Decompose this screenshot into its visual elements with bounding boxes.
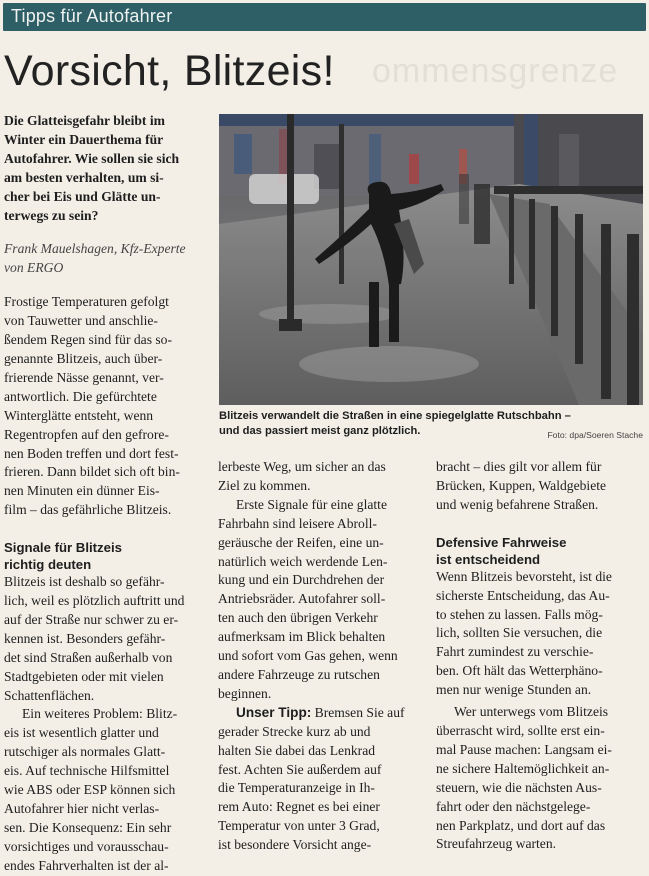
tip-paragraph (218, 704, 426, 855)
text-line: mal Pause machen: Langsam ei- (436, 741, 612, 757)
body-paragraph (218, 458, 426, 496)
text-line: wie ABS oder ESP können sich (4, 782, 176, 798)
text-line: Wer unterwegs vom Blitzeis (454, 704, 609, 720)
text-line: ist besondere Vorsicht ange- (218, 837, 372, 853)
text-line: to stehen zu lassen. Falls mög- (436, 606, 603, 622)
text-line: Bremsen Sie auf (311, 704, 405, 720)
subheading (4, 539, 211, 573)
text-line: gerader Strecke kurz ab und (218, 723, 371, 739)
text-line: andere Fahrzeuge zu rutschen (218, 666, 380, 682)
body-paragraph (436, 458, 643, 515)
text-line: und sofort vom Gas gehen, wenn (218, 648, 398, 664)
text-line: lich, sollten Sie versuchen, die (436, 625, 603, 641)
body-paragraph (436, 703, 643, 854)
text-line: am besten verhalten, um si- (4, 169, 164, 185)
text-line: frieren. Dann bildet sich oft bin- (4, 464, 180, 480)
text-line: die Temperaturanzeige in Ih- (218, 780, 375, 796)
text-line: natürlich weich werdende Len- (218, 553, 388, 569)
text-line: sen. Die Konsequenz: Ein sehr (4, 819, 172, 835)
text-line: genannte Blitzeis, auch über- (4, 350, 163, 366)
text-line: ne sichere Haltemöglichkeit an- (436, 760, 610, 776)
text-line: Brücken, Kuppen, Waldgebiete (436, 477, 607, 493)
text-line: det sind Straßen außerhalb von (4, 649, 173, 665)
text-line: Fahrbahn sind leisere Abroll- (218, 515, 377, 531)
text-line: Defensive Fahrweise (436, 534, 567, 550)
text-column-3 (436, 458, 643, 854)
text-line: Ein weiteres Problem: Blitz- (22, 706, 178, 722)
text-line: endes Fahrverhalten ist der al- (4, 857, 169, 873)
text-line: Autofahrer hier nicht verlas- (4, 801, 160, 816)
text-line: und das passiert meist ganz plötzlich. (219, 425, 421, 437)
text-line: Blitzeis ist deshalb so gefähr- (4, 574, 165, 590)
text-line: antwortlich. Die gefürchtete (4, 388, 157, 404)
section-title: Tipps für Autofahrer (11, 6, 173, 26)
tip-text (218, 705, 405, 852)
text-line: Frostige Temperaturen gefolgt (4, 294, 169, 310)
article-headline: Vorsicht, Blitzeis! (4, 47, 335, 95)
body-paragraph (4, 705, 211, 875)
text-line: nen Minuten ein dünner Eis- (4, 483, 160, 499)
text-line: Ziel zu kommen. (218, 477, 311, 493)
author-line (4, 240, 211, 278)
text-line: men nur wenige Stunden an. (436, 682, 592, 698)
text-line: aufmerksam im Blick behalten (218, 629, 386, 645)
text-line: vorsichtiges und vorausschau- (4, 838, 169, 854)
text-line: lerbeste Weg, um sicher an das (218, 459, 386, 474)
text-line: Regentropfen auf den gefrore- (4, 426, 169, 442)
text-line: nen Parkplatz, und dort auf das (436, 817, 606, 833)
background-bleed-text: ommensgrenze (372, 52, 619, 90)
text-line: steuern, wie die nächsten Aus- (436, 779, 602, 795)
text-line: Winter ein Dauerthema für (4, 131, 164, 147)
text-line: rutschiger als normales Glatt- (4, 744, 166, 760)
text-line: bracht – dies gilt vor allem für (436, 459, 602, 474)
text-line: Antriebsräder. Autofahrer soll- (218, 591, 386, 607)
text-line: ist entscheidend (436, 551, 541, 567)
article-photo (219, 114, 643, 405)
text-line: film – das gefährliche Blitzeis. (4, 502, 172, 518)
text-line: cher bei Eis und Glätte un- (4, 188, 161, 204)
text-line: kennen ist. Besonders gefähr- (4, 630, 166, 646)
text-line: eis. Auf technische Hilfsmittel (4, 763, 170, 779)
text-line: rem Auto: Regnet es bei einer (218, 799, 380, 815)
body-paragraph (218, 496, 426, 704)
text-line: Erste Signale für eine glatte (236, 496, 387, 512)
text-line: terwegs zu sein? (4, 207, 99, 223)
body-paragraph (4, 573, 211, 705)
text-line: Temperatur von unter 3 Grad, (218, 818, 380, 834)
body-paragraph (436, 568, 643, 700)
text-line: lich, weil es plötzlich auftritt und (4, 593, 185, 609)
text-column-1 (4, 112, 211, 876)
section-header-bar (3, 3, 646, 31)
body-paragraph (4, 293, 211, 520)
text-line: richtig deuten (4, 557, 92, 573)
text-line: von Tauwetter und anschlie- (4, 313, 158, 329)
text-line: Frank Mauelshagen, Kfz-Experte (4, 241, 186, 257)
text-column-2 (218, 458, 426, 855)
text-line: kung und ein Durchdrehen der (218, 572, 385, 588)
text-line: Winterglätte entsteht, wenn (4, 407, 154, 423)
text-line: Streufahrzeug warten. (436, 836, 557, 852)
text-line: Signale für Blitzeis (4, 540, 122, 556)
text-line: nen Boden treffen und dort fest- (4, 445, 179, 461)
tip-label: Unser Tipp: (236, 704, 312, 720)
text-line: ßendem Regen sind für das so- (4, 332, 172, 348)
text-line: Autofahrer. Wie sollen sie sich (4, 150, 180, 166)
text-line: Blitzeis verwandelt die Straßen in eine spiegelglatte Rutschbahn – (219, 410, 571, 422)
text-line: Wenn Blitzeis bevorsteht, ist die (436, 568, 612, 584)
text-line: frierende Nässe genannt, ver- (4, 369, 164, 385)
text-line: halten Sie dabei das Lenkrad (218, 742, 376, 758)
photo-credit: Foto: dpa/Soeren Stache (547, 430, 643, 440)
text-line: geräusche der Reifen, eine un- (218, 534, 384, 550)
text-line: sicherste Entscheidung, das Au- (436, 587, 610, 603)
text-line: ben. Oft hält das Wetterphäno- (436, 663, 603, 679)
text-line: beginnen. (218, 685, 272, 701)
subheading (436, 534, 643, 568)
text-line: Die Glatteisgefahr bleibt im (4, 113, 165, 128)
text-line: Stadtgebieten oder mit vielen (4, 668, 164, 684)
text-line: von ERGO (4, 260, 64, 276)
text-line: ten auch den übrigen Verkehr (218, 610, 378, 626)
text-line: fest. Achten Sie außerdem auf (218, 761, 382, 777)
text-line: fahrt oder den nächstgelege- (436, 798, 591, 814)
text-line: Schattenflächen. (4, 687, 95, 703)
lead-paragraph (4, 112, 211, 225)
text-line: und wenig befahrene Straßen. (436, 496, 599, 512)
text-line: eis ist wesentlich glatter und (4, 725, 159, 741)
text-line: überrascht wird, sollte erst ein- (436, 722, 605, 738)
text-line: auf der Straße nur schwer zu er- (4, 611, 179, 627)
text-line: Fahrt zumindest zu verschie- (436, 644, 594, 660)
